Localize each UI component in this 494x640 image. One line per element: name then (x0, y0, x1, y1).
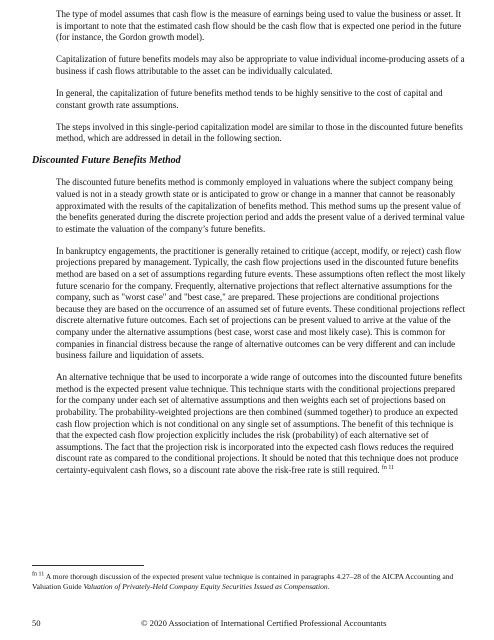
paragraph: In bankruptcy engagements, the practitioner is generally retained to critique (accept, modify, or reject) cash flow projections prepared by management. Typically, the cash flow projections used in the discounted future benefits method are based on a set of assumptions regarding future events. These assumptions often reflect the most likely future scenario for the company. Frequently, alternative projections that reflect alternative assumptions for the company, such as "worst case" and "best case," are prepared. These projections are conditional projections because they are based on the occurrence of an assumed set of future events. These conditional projections reflect discrete alternative future outcomes. Each set of projections can be present valued to arrive at the value of the company under the alternative assumptions (best case, worst case and most likely case). This is common for companies in financial distress because the range of alternative outcomes can be very different and can include business failure and liquidation of assets. (56, 245, 466, 361)
footnote-end: . (327, 582, 330, 591)
page-body (32, 9, 466, 487)
paragraph-with-footnote (56, 372, 466, 476)
paragraph: In general, the capitalization of future benefits method tends to be highly sensitive to the cost of capital and constant growth rate assumptions. (56, 87, 443, 110)
paragraph: The steps involved in this single-period capitalization model are similar to those in the discounted future benefits method, which are addressed in detail in the following section. (56, 121, 463, 144)
footnote-marker: fn 11 (32, 571, 45, 578)
copyright-notice: © 2020 Association of International Certified Professional Accountants (141, 618, 387, 628)
paragraph: The type of model assumes that cash flow is the measure of earnings being used to value the business or asset. It is important to note that the estimated cash flow should be the cash flow that is expected one period in the future (for instance, the Gordon growth model). (56, 9, 462, 43)
footnote-reference[interactable]: fn 11 (381, 465, 395, 471)
page-number: 50 (32, 618, 41, 628)
paragraph-text: An alternative technique that be used to incorporate a wide range of outcomes into the discounted future benefits method is the expected present value technique. This technique starts with the conditional projections prepared for the company under each set of alternative assumptions and then weights each set of projections based on probability. The probability-weighted projections are then combined (summed together) to produce an expected cash flow projection which is not conditional on any single set of assumptions. The benefit of this technique is that the expected cash flow projection explicitly includes the risk (probability) of each alternative set of assumptions. The fact that the projection risk is incorporated into the expected cash flows reduces the required discount rate as compared to the conditional projections. It should be noted that this technique does not produce certainty-equivalent cash flows, so a discount rate above the risk-free rate is still required. (56, 372, 463, 475)
section-heading: Discounted Future Benefits Method (32, 155, 181, 167)
footnote-title: Valuation of Privately-Held Company Equity Securities Issued as Compensation (83, 582, 328, 591)
footnote-text: A more thorough discussion of the expected present value technique is contained in paragraphs 4.27–28 of the AICPA Accounting and Valuation Guide (32, 572, 454, 591)
footnote (32, 572, 470, 592)
footnote-divider (32, 565, 144, 566)
paragraph: Capitalization of future benefits models may also be appropriate to value individual income-producing assets of a business if cash flows attributable to the asset can be individually calculated. (56, 54, 465, 76)
paragraph: The discounted future benefits method is commonly employed in valuations where the subject company being valued is not in a steady growth state or is anticipated to grow or change in a manner that cannot be reasonably approximated with the results of the capitalization of benefits method. This method sums up the present value of the benefits generated during the discrete projection period and adds the present value of a derived terminal value to estimate the valuation of the company’s future benefits. (56, 177, 465, 234)
